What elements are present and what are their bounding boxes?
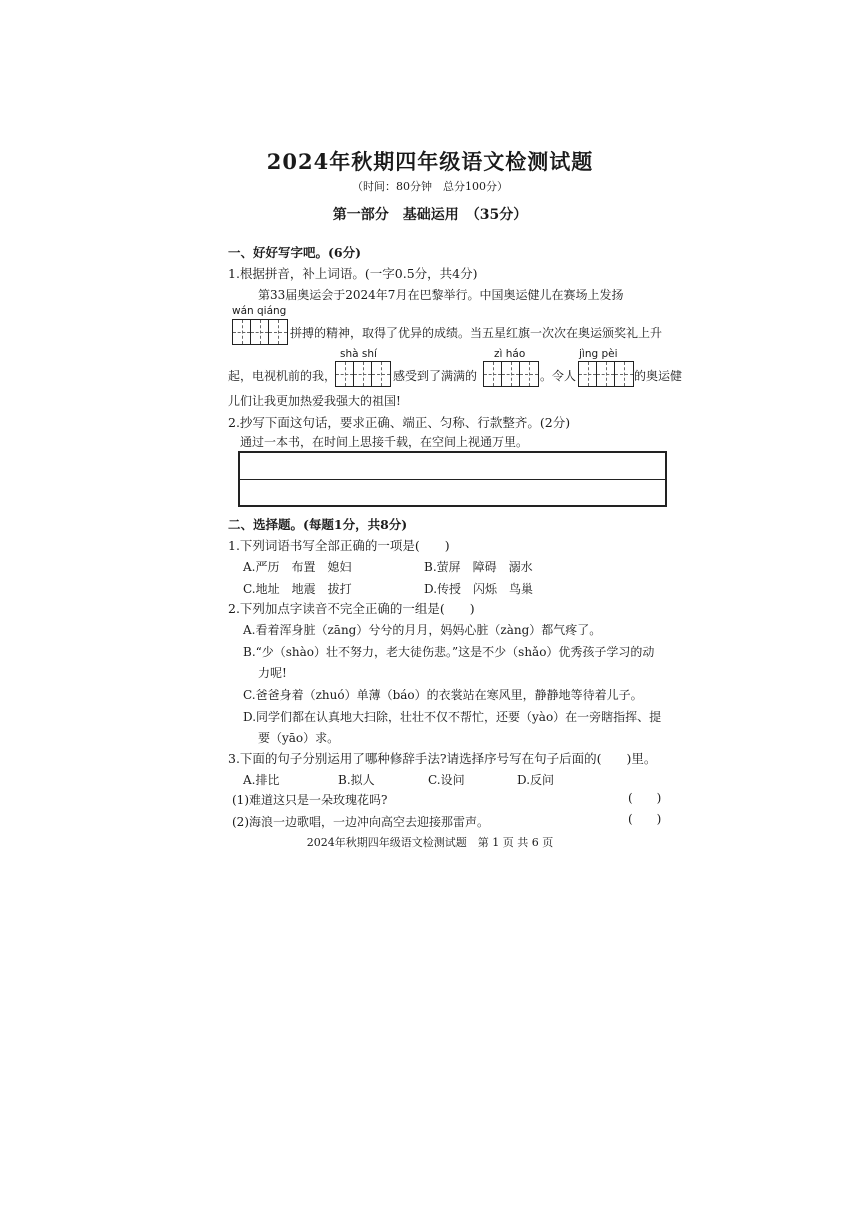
s1-q2-sentence: 通过一本书，在时间上思接千载，在空间上视通万里。 bbox=[240, 435, 529, 449]
s1-q2-stem: 2.抄写下面这句话，要求正确、端正、匀称、行款整齐。(2分) bbox=[228, 415, 571, 430]
page-footer: 2024年秋期四年级语文检测试题 第 1 页 共 6 页 bbox=[306, 836, 554, 849]
s2-q3-sentence-1: (1)难道这只是一朵玫瑰花吗? bbox=[232, 793, 388, 807]
s2-q2-option-c[interactable]: C.爸爸身着（zhuó）单薄（báo）的衣裳站在寒风里，静静地等待着儿子。 bbox=[243, 688, 643, 702]
grid-cell[interactable] bbox=[233, 320, 251, 344]
writing-line-divider bbox=[240, 479, 665, 480]
grid-cell[interactable] bbox=[251, 320, 269, 344]
pinyin-wanqiang: wán qiáng bbox=[232, 305, 287, 317]
s1-q1-line3-c: 。令人 bbox=[540, 369, 577, 383]
grid-cell[interactable] bbox=[354, 362, 372, 386]
pinyin-zihao: zì háo bbox=[494, 348, 526, 360]
s2-q1-stem: 1.下列词语书写全部正确的一项是( ) bbox=[228, 538, 450, 553]
grid-cell[interactable] bbox=[336, 362, 354, 386]
grid-cell[interactable] bbox=[615, 362, 633, 386]
s1-q1-stem: 1.根据拼音，补上词语。(一字0.5分，共4分) bbox=[228, 266, 478, 281]
s1-q1-line2: 拼搏的精神，取得了优异的成绩。当五星红旗一次次在奥运颁奖礼上升 bbox=[290, 326, 663, 340]
answer-grid-2[interactable] bbox=[335, 361, 391, 387]
s2-q3-choice-a: A.排比 bbox=[243, 773, 280, 787]
s2-q1-option-c[interactable]: C.地址 地震 拔打 bbox=[243, 582, 352, 596]
answer-paren-2[interactable]: ( ) bbox=[628, 812, 662, 826]
s2-q3-choice-d: D.反问 bbox=[517, 773, 555, 787]
grid-cell[interactable] bbox=[502, 362, 520, 386]
s2-q1-option-a[interactable]: A.严历 布置 媳妇 bbox=[243, 560, 352, 574]
copy-writing-box[interactable] bbox=[238, 451, 667, 507]
s1-q1-line3-a: 起，电视机前的我， bbox=[228, 369, 337, 383]
s2-q2-option-d-cont: 要（yāo）求。 bbox=[258, 731, 340, 745]
s2-q2-option-b-cont: 力呢! bbox=[258, 666, 287, 680]
exam-time-info: （时间：80分钟 总分100分） bbox=[352, 180, 508, 193]
part-heading: 第一部分 基础运用 （35分） bbox=[332, 207, 528, 223]
s2-q3-choice-b: B.拟人 bbox=[338, 773, 375, 787]
grid-cell[interactable] bbox=[597, 362, 615, 386]
s2-q3-stem: 3.下面的句子分别运用了哪种修辞手法?请选择序号写在句子后面的( )里。 bbox=[228, 751, 657, 766]
s2-q3-choice-c: C.设问 bbox=[428, 773, 465, 787]
grid-cell[interactable] bbox=[579, 362, 597, 386]
pinyin-jingpei: jìng pèi bbox=[579, 348, 618, 360]
answer-grid-3[interactable] bbox=[483, 361, 539, 387]
pinyin-shashi: shà shí bbox=[340, 348, 377, 360]
grid-cell[interactable] bbox=[269, 320, 287, 344]
grid-cell[interactable] bbox=[372, 362, 390, 386]
s2-q2-option-b[interactable]: B.“少（shào）壮不努力，老大徒伤悲。”这是不少（shǎo）优秀孩子学习的动 bbox=[243, 645, 655, 659]
s2-q2-option-a[interactable]: A.看着浑身脏（zāng）兮兮的月月，妈妈心脏（zàng）都气疼了。 bbox=[243, 623, 602, 637]
page-title: 2024年秋期四年级语文检测试题 bbox=[266, 149, 594, 174]
s2-q1-option-b[interactable]: B.萤屏 障碍 溺水 bbox=[424, 560, 533, 574]
s1-q1-line1: 第33届奥运会于2024年7月在巴黎举行。中国奥运健儿在赛场上发扬 bbox=[258, 288, 624, 302]
grid-cell[interactable] bbox=[484, 362, 502, 386]
s1-q1-line3-b: 感受到了满满的 bbox=[393, 369, 478, 383]
answer-paren-1[interactable]: ( ) bbox=[628, 791, 662, 805]
s1-q1-line3-d: 的奥运健 bbox=[634, 369, 683, 383]
grid-cell[interactable] bbox=[520, 362, 538, 386]
s2-q2-option-d[interactable]: D.同学们都在认真地大扫除，壮壮不仅不帮忙，还要（yào）在一旁瞎指挥、提 bbox=[243, 710, 662, 724]
s2-q3-sentence-2: (2)海浪一边歌唱，一边冲向高空去迎接那雷声。 bbox=[232, 815, 489, 829]
s1-q1-line4: 儿们让我更加热爱我强大的祖国! bbox=[228, 394, 401, 408]
section-1-heading: 一、好好写字吧。(6分) bbox=[228, 245, 362, 260]
s2-q2-stem: 2.下列加点字读音不完全正确的一组是( ) bbox=[228, 601, 475, 616]
s2-q1-option-d[interactable]: D.传授 闪烁 鸟巢 bbox=[424, 582, 534, 596]
answer-grid-1[interactable] bbox=[232, 319, 288, 345]
section-2-heading: 二、选择题。(每题1分，共8分) bbox=[228, 517, 408, 532]
answer-grid-4[interactable] bbox=[578, 361, 634, 387]
